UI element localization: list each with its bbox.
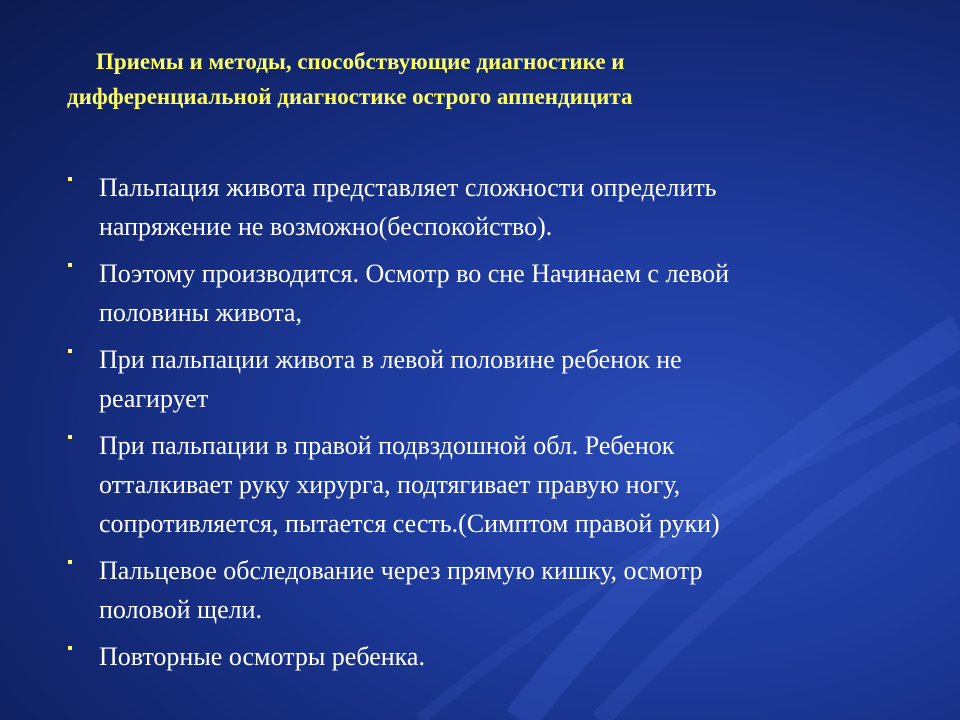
slide-title-line: дифференциальной диагностике острого аппендицита [67, 84, 633, 109]
slide-title [60, 44, 900, 114]
bullet-square-icon [68, 560, 72, 564]
bullet-text-line: При пальпации живота в левой половине ребенок не [99, 345, 682, 374]
bullet-text-line: Поэтому производится. Осмотр во сне Начинаем с левой [99, 259, 729, 288]
bullet-item [68, 637, 918, 676]
bullet-text-line: половины живота, [99, 298, 302, 327]
bullet-square-icon [68, 349, 72, 353]
slide-title-line: Приемы и методы, способствующие диагностике и [96, 49, 625, 74]
bullet-text-line: отталкивает руку хирурга, подтягивает правую ногу, [99, 470, 681, 499]
bullet-square-icon [68, 646, 72, 650]
bullet-text-line: сопротивляется, пытается сесть.(Симптом правой руки) [99, 509, 720, 538]
bullet-square-icon [68, 177, 72, 181]
bullet-text-line: напряжение не возможно(беспокойство). [99, 212, 553, 241]
bullet-text-line: Пальцевое обследование через прямую кишку, осмотр [99, 556, 703, 585]
bullet-text-line: Повторные осмотры ребенка. [99, 642, 425, 671]
bullet-text-line: реагирует [99, 384, 209, 413]
bullet-text-line: Пальпация живота представляет сложности определить [99, 173, 717, 202]
bullet-item [68, 426, 918, 543]
bullet-square-icon [68, 263, 72, 267]
bullet-item [68, 340, 918, 418]
bullet-item [68, 551, 918, 629]
bullet-square-icon [68, 435, 72, 439]
bullet-list [68, 168, 918, 684]
bullet-item [68, 254, 918, 332]
bullet-item [68, 168, 918, 246]
bullet-text-line: При пальпации в правой подвздошной обл. Ребенок [99, 431, 675, 460]
bullet-text-line: половой щели. [99, 595, 263, 624]
